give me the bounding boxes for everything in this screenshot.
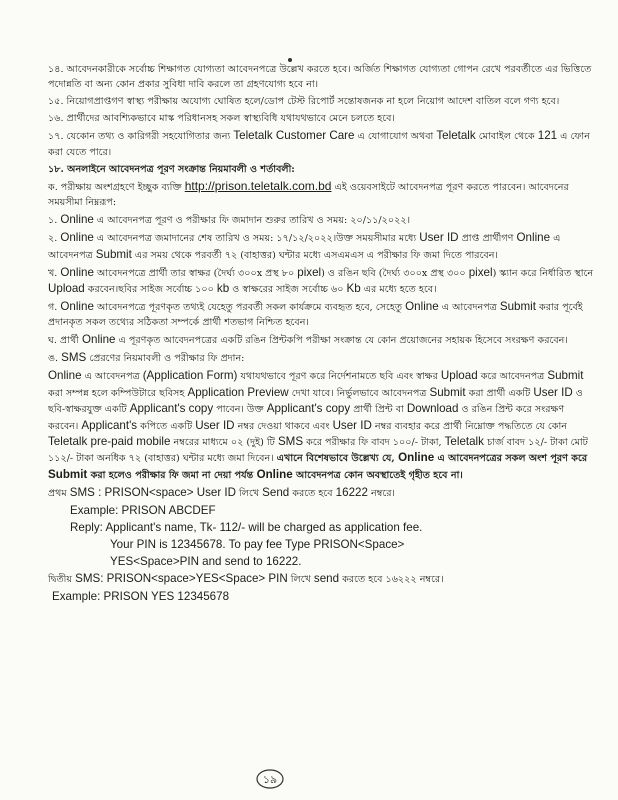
clause-kha-kb-2: Kb (346, 282, 361, 296)
first-sms-text-2: করতে হবে (289, 487, 336, 499)
clause-kha-text-4: করবেন।ছবির সাইজ সর্বোচ্চ ১০০ (84, 284, 217, 296)
oi-applicants: Applicant's (81, 418, 138, 432)
oi-userid-3: User ID (332, 418, 372, 432)
clause-ga-num: গ. (48, 302, 61, 314)
oi-userid: User ID (533, 385, 573, 399)
clause-ka (48, 179, 596, 211)
oi-note-online-2: Online (256, 467, 293, 481)
clause-kha-online: Online (60, 265, 94, 279)
oi-applicants-copy: Applicant's copy (129, 402, 214, 416)
page-number-text: ১৯ (262, 773, 278, 786)
schedule-2-text-3: এ আবেদনপত্র (48, 233, 561, 261)
clause-gha-online: Online (81, 333, 116, 347)
clause-kha-text-3: ) স্ক্যান করে নির্ধারিত স্থানে (492, 267, 594, 279)
oi-text-11: কপিতে একটি (137, 420, 196, 432)
oi-note-online: Online (398, 451, 435, 465)
page-number (255, 768, 285, 790)
oi-text-12: নম্বর দেওয়া থাকবে এবং (234, 420, 333, 432)
schedule-2-online: Online (60, 231, 94, 245)
clause-ga-submit: Submit (499, 300, 536, 314)
second-sms-label: দ্বিতীয় (48, 573, 76, 585)
clause-ga-text-3: করার পূর্বেই প্রদানকৃত সকল তথ্যের সঠিকতা সম্পর্কে প্রার্থী শতভাগ নিশ্চিত হবেন। (48, 302, 583, 329)
oi-text-16: চার্জ বাবদ ১২/- টাকা মোট ১১২/- টাকা অনধিক ৭২ (বাহাত্তর) ঘন্টার মধ্যে জমা দিবেন। (48, 437, 588, 465)
clause-gha-num: ঘ. প্রার্থী (48, 335, 82, 347)
clause-uma (48, 350, 596, 366)
clause-uma-sms: SMS (61, 351, 87, 365)
oi-teletalk: Teletalk (444, 435, 484, 449)
clause-kha-text-5: ও স্বাক্ষরের সাইজ সর্বোচ্চ ৬০ (229, 284, 347, 296)
example-2 (48, 589, 596, 604)
oi-note: এখানে বিশেষভাবে উল্লেখ্য যে, (276, 453, 399, 465)
oi-submit-2: Submit (429, 385, 466, 399)
clause-18-text: ১৮. অনলাইনে আবেদনপত্র পূরণ সংক্রান্ত নিয়মাবলী ও শর্তাবলী: (48, 163, 295, 175)
clause-kha-pixel: pixel (297, 265, 322, 279)
clause-15 (48, 94, 596, 109)
oi-note-2: এ আবেদনপত্রের সকল অংশ পূরণ করে (434, 453, 588, 465)
example-1-text: Example: PRISON ABCDEF (70, 503, 216, 517)
oi-text-6: করা প্রার্থী একটি (465, 387, 534, 399)
clause-kha-text: আবেদনপত্রে প্রার্থী তার স্বাক্ষর (দৈর্ঘ্য ৩০০x প্রস্থ ৮০ (93, 267, 298, 279)
example-2-text: Example: PRISON YES 12345678 (52, 589, 230, 603)
reply-line-3-text: YES<Space>PIN and send to 16222. (110, 554, 302, 568)
website-link[interactable]: http://prison.teletalk.com.bd (184, 178, 332, 193)
schedule-2-submit: Submit (95, 247, 132, 261)
oi-submit: Submit (547, 369, 584, 383)
first-sms (48, 485, 596, 501)
clause-gha (48, 332, 596, 348)
clause-kha-num: খ. (48, 267, 61, 279)
schedule-2 (48, 230, 596, 263)
clause-16 (48, 111, 596, 126)
oi-text-3: করে আবেদনপত্র (477, 371, 548, 383)
first-sms-label: প্রথম (48, 487, 70, 499)
oi-text-13: নম্বর ব্যবহার করে প্রার্থী নিম্নোক্ত পদ্ধতিতে যে কোন (371, 420, 568, 432)
oi-upload: Upload (440, 369, 478, 383)
clause-ka-text: ক. পরীক্ষায় অংশগ্রহণে ইচ্ছুক ব্যক্তি (48, 181, 185, 193)
schedule-2-num: ২. (48, 233, 61, 245)
reply-line-1-text: Reply: Applicant's name, Tk- 112/- will be charged as application fee. (70, 520, 423, 534)
first-sms-format: SMS : PRISON<space> User ID (69, 485, 236, 499)
oi-note-4: আবেদনপত্র কোন অবস্থাতেই গৃহীত হবে না। (292, 469, 463, 481)
oi-text-7: ও ছবি-স্বাক্ষরযুক্ত একটি (48, 387, 583, 416)
first-sms-text: লিখে (236, 487, 263, 499)
reply-line-2-text: Your PIN is 12345678. To pay fee Type PRISON<Space> (110, 537, 405, 551)
first-sms-text-3: নম্বরে। (367, 487, 395, 499)
clause-kha-kb: kb (216, 282, 230, 296)
oi-text-10: ও রঙিন প্রিন্ট করে সংরক্ষণ করবেন। (48, 404, 565, 432)
clause-ka-text-2: এই ওয়েবসাইটে আবেদনপত্র পূরণ করতে পারবেন। আবেদনের সময়সীমা নিম্নরূপ: (48, 181, 569, 209)
clause-uma-num: ঙ. (48, 353, 62, 365)
oi-note-submit: Submit (48, 467, 88, 481)
oi-download: Download (406, 402, 459, 416)
schedule-1 (48, 212, 596, 228)
schedule-2-userid: User ID (419, 231, 459, 245)
schedule-2-text: এ আবেদনপত্র জমাদানের শেষ তারিখ ও সময়: ১৭/১২/২০২২।উক্ত সময়সীমার মধ্যে (93, 233, 420, 245)
clause-15-text: ১৫. নিয়োগপ্রাপ্তগণ স্বাস্থ্য পরীক্ষায় অযোগ্য ঘোষিত হলে/ডোপ টেস্ট রিপোর্ট সন্তোষজনক না হলে নিয়োগ আদেশ বাতিল বলে গণ্য হবে। (48, 96, 560, 108)
clause-uma-text: প্রেরণের নিয়মাবলী ও পরীক্ষার ফি প্রদান: (86, 353, 245, 365)
schedule-2-text-4: এর সময় থেকে পরবর্তী ৭২ (বাহাত্তর) ঘন্টার মধ্যে এসএমএস এ পরীক্ষার ফি জমা দিতে পারবেন। (131, 249, 498, 261)
clause-ga-text-2: এ আবেদনপত্র (438, 302, 500, 314)
clause-ga (48, 299, 596, 331)
document-body (48, 62, 596, 604)
clause-kha-pixel-2: pixel (468, 265, 493, 279)
clause-ga-online: Online (60, 300, 94, 314)
reply-line-3 (48, 554, 596, 569)
teletalk-customer-care: Teletalk Customer Care (233, 129, 355, 143)
schedule-2-online-2: Online (516, 231, 551, 245)
clause-kha (48, 265, 596, 298)
second-sms-format: SMS: PRISON<space>YES<Space> PIN (75, 571, 288, 585)
oi-application-form: (Application Form) (142, 369, 238, 383)
oi-applicants-copy-2: Applicant's copy (266, 402, 351, 416)
clause-ga-text: আবেদনপত্রে পূরণকৃত তথ্যই যেহেতু পরবর্তী সকল কার্যক্রমে ব্যবহৃত হবে, সেহেতু (93, 302, 406, 314)
second-sms-text-2: করতে হবে ১৬২২২ নম্বরে। (339, 573, 444, 585)
clause-kha-text-6: এর মধ্যে হতে হবে। (360, 284, 437, 296)
teletalk-name: Teletalk (436, 129, 476, 143)
second-sms-send: send (313, 571, 340, 585)
oi-sms: SMS (277, 435, 304, 449)
oi-userid-2: User ID (195, 418, 235, 432)
first-sms-send: Send (262, 485, 290, 499)
example-1 (48, 503, 596, 518)
online-instructions (48, 368, 596, 483)
clause-17-text-2: এ যোগাযোগ অথবা (354, 131, 437, 143)
schedule-2-text-2: প্রাপ্ত প্রার্থীগণ (458, 233, 517, 245)
clause-14 (48, 62, 596, 93)
page-number-circle (255, 768, 285, 790)
oi-text-5: দেখা যাবে। নির্ভুলভাবে আবেদনপত্র (288, 387, 430, 399)
reply-line-1 (48, 520, 596, 535)
oi-text-14: নম্বরের মাধ্যমে ০২ (দুই) টি (170, 437, 278, 449)
schedule-1-num: ১. (48, 215, 61, 227)
clause-16-text: ১৬. প্রার্থীদের আবশ্যিকভাবে মাস্ক পরিধানসহ সকল স্বাস্থ্যবিধি যথাযথভাবে মেনে চলতে হবে। (48, 113, 395, 125)
second-sms (48, 571, 596, 587)
oi-text-9: প্রার্থী প্রিন্ট বা (350, 404, 407, 416)
clause-18-heading (48, 162, 596, 177)
clause-kha-upload: Upload (48, 282, 85, 296)
oi-text-8: পাবেন। উক্ত (213, 404, 267, 416)
oi-online: Online (48, 369, 82, 383)
oi-text-15: করে পরীক্ষার ফি বাবদ ১০০/- টাকা, (303, 437, 445, 449)
oi-application-preview: Application Preview (187, 385, 289, 399)
oi-text-4: করা সম্পন্ন হলে কম্পিউটারে ছবিসহ (48, 387, 188, 399)
oi-note-3: করা হলেও পরীক্ষার ফি জমা না দেয়া পর্যন্ত (87, 469, 257, 481)
oi-text: এ আবেদনপত্র (81, 371, 143, 383)
oi-teletalk-prepaid: Teletalk pre-paid mobile (48, 435, 171, 449)
clause-kha-text-2: ) ও রঙিন ছবি (দৈর্ঘ্য ৩০০x প্রস্থ ৩০০ (321, 267, 469, 279)
helpline-number: 121 (537, 129, 558, 143)
clause-gha-text: এ পূরণকৃত আবেদনপত্রের একটি রঙিন প্রিন্টকপি পরীক্ষা সংক্রান্ত যে কোন প্রয়োজনের সহায়ক হিসেবে সংরক্ষণ করবেন। (115, 335, 568, 347)
clause-ga-online-2: Online (405, 300, 439, 314)
oi-text-2: যথাযথভাবে পূরণ করে নির্দেশনামতে ছবি এবং স্বাক্ষর (237, 371, 441, 383)
clause-17-text: ১৭. যেকোন তথ্য ও কারিগরী সহযোগিতার জন্য (48, 131, 234, 143)
clause-17-text-4: এ ফোন করা যেতে পারে। (48, 131, 590, 158)
first-sms-number: 16222 (335, 485, 368, 499)
clause-14-text: ১৪. আবেদনকারীকে সর্বোচ্চ শিক্ষাগত যোগ্যতা আবেদনপত্রে উল্লেখ করতে হবে। অর্জিত শিক্ষাগত যোগ্যতা গোপন রেখে পরবর্তীতে এর ভিত্তিতে পদোন্নতি বা অন্য কোন প্রকার সুবিধা দাবি করলে তা গ্রহণযোগ্য হবে না। (48, 64, 592, 91)
schedule-1-text: এ আবেদনপত্র পূরণ ও পরীক্ষার ফি জমাদান শুরুর তারিখ ও সময়: ২০/১১/২০২২। (93, 215, 411, 227)
schedule-1-online: Online (60, 213, 94, 227)
second-sms-text: লিখে (287, 573, 314, 585)
clause-17-text-3: মোবাইল থেকে (475, 131, 538, 143)
reply-line-2 (48, 537, 596, 552)
clause-17 (48, 128, 596, 160)
